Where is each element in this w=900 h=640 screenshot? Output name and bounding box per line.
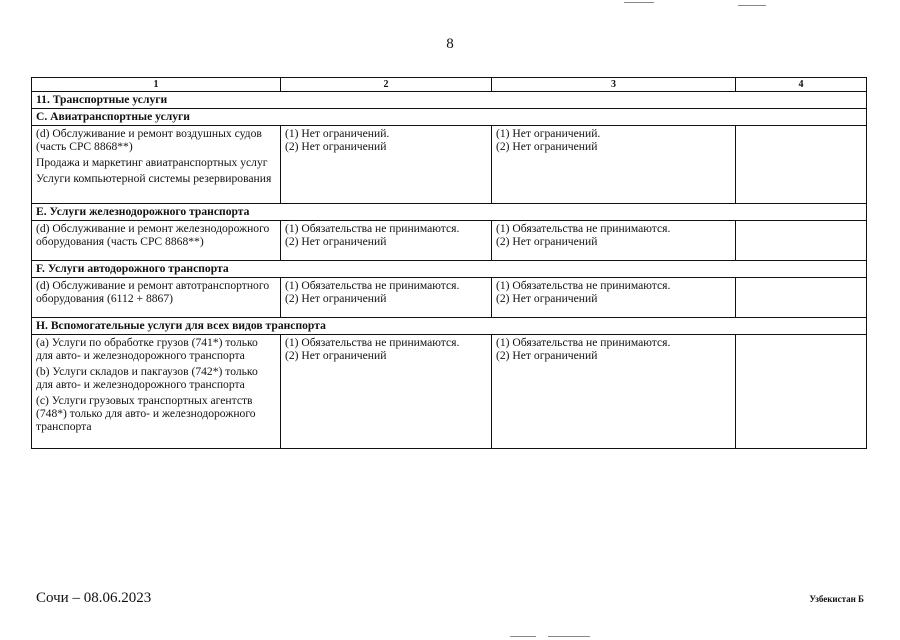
group-heading-rail: E. Услуги железнодорожного транспорта [32,204,867,221]
limitation-line: (1) Нет ограничений. [496,127,601,140]
limitation-line: (1) Обязательства не принимаются. [496,222,671,235]
limitation-line: (2) Нет ограничений [496,140,598,153]
column-number-row [32,78,867,92]
column-2-cell [281,221,492,261]
column-4-cell [736,278,867,318]
group-heading-auxiliary: H. Вспомогательные услуги для всех видов транспорта [32,318,867,335]
limitation-line: (2) Нет ограничений [285,235,387,248]
group-heading-row [32,109,867,126]
sector-cell [32,221,281,261]
column-number-1: 1 [32,78,281,92]
group-heading-row [32,204,867,221]
scan-mark-top-right [738,5,766,6]
column-2-cell [281,335,492,449]
sector-item: (a) Услуги по обработке грузов (741*) только для авто- и железнодорожного транспорта [36,336,258,362]
limitation-line: (2) Нет ограничений [285,292,387,305]
sector-item: (b) Услуги складов и пакгаузов (742*) только для авто- и железнодорожного транспорта [36,365,258,391]
limitation-line: (2) Нет ограничений [285,140,387,153]
column-3-cell [492,221,736,261]
column-number-4: 4 [736,78,867,92]
limitation-line: (1) Обязательства не принимаются. [496,279,671,292]
limitation-line: (2) Нет ограничений [285,349,387,362]
page-number: 8 [446,36,454,52]
column-3-cell [492,335,736,449]
limitation-line: (2) Нет ограничений [496,292,598,305]
limitation-line: (2) Нет ограничений [496,349,598,362]
group-heading-row [32,318,867,335]
section-title: 11. Транспортные услуги [32,92,867,109]
footer-schedule-label: Узбекистан Б [809,594,864,604]
footer-place-date: Сочи – 08.06.2023 [36,590,152,606]
column-2-cell [281,126,492,204]
limitation-line: (1) Обязательства не принимаются. [496,336,671,349]
sector-cell [32,335,281,449]
limitation-line: (2) Нет ограничений [496,235,598,248]
limitation-line: (1) Обязательства не принимаются. [285,279,460,292]
table-row [32,221,867,261]
sector-cell [32,126,281,204]
column-number-3: 3 [492,78,736,92]
sector-item: (c) Услуги грузовых транспортных агентств (748*) только для авто- и железнодорожного транспорта [36,394,256,433]
column-4-cell [736,335,867,449]
table-row [32,278,867,318]
sector-item: (d) Обслуживание и ремонт автотранспортного оборудования (6112 + 8867) [36,279,270,305]
column-3-cell [492,278,736,318]
sector-item: (d) Обслуживание и ремонт воздушных судов (часть CPC 8868**) [36,127,262,153]
scan-mark-bottom [510,636,536,637]
sector-item: Услуги компьютерной системы резервирования [36,172,272,185]
group-heading-road: F. Услуги автодорожного транспорта [32,261,867,278]
column-number-2: 2 [281,78,492,92]
limitation-line: (1) Обязательства не принимаются. [285,336,460,349]
sector-cell [32,278,281,318]
scan-mark-top [624,2,654,3]
column-4-cell [736,126,867,204]
schedule-table [31,77,867,449]
group-heading-air: C. Авиатранспортные услуги [32,109,867,126]
group-heading-row [32,261,867,278]
sector-item: (d) Обслуживание и ремонт железнодорожного оборудования (часть CPC 8868**) [36,222,270,248]
limitation-line: (1) Обязательства не принимаются. [285,222,460,235]
column-2-cell [281,278,492,318]
column-3-cell [492,126,736,204]
section-heading-row [32,92,867,109]
scan-mark-bottom-right [548,636,590,637]
column-4-cell [736,221,867,261]
sector-item: Продажа и маркетинг авиатранспортных услуг [36,156,268,169]
table-row [32,335,867,449]
table-row [32,126,867,204]
limitation-line: (1) Нет ограничений. [285,127,390,140]
